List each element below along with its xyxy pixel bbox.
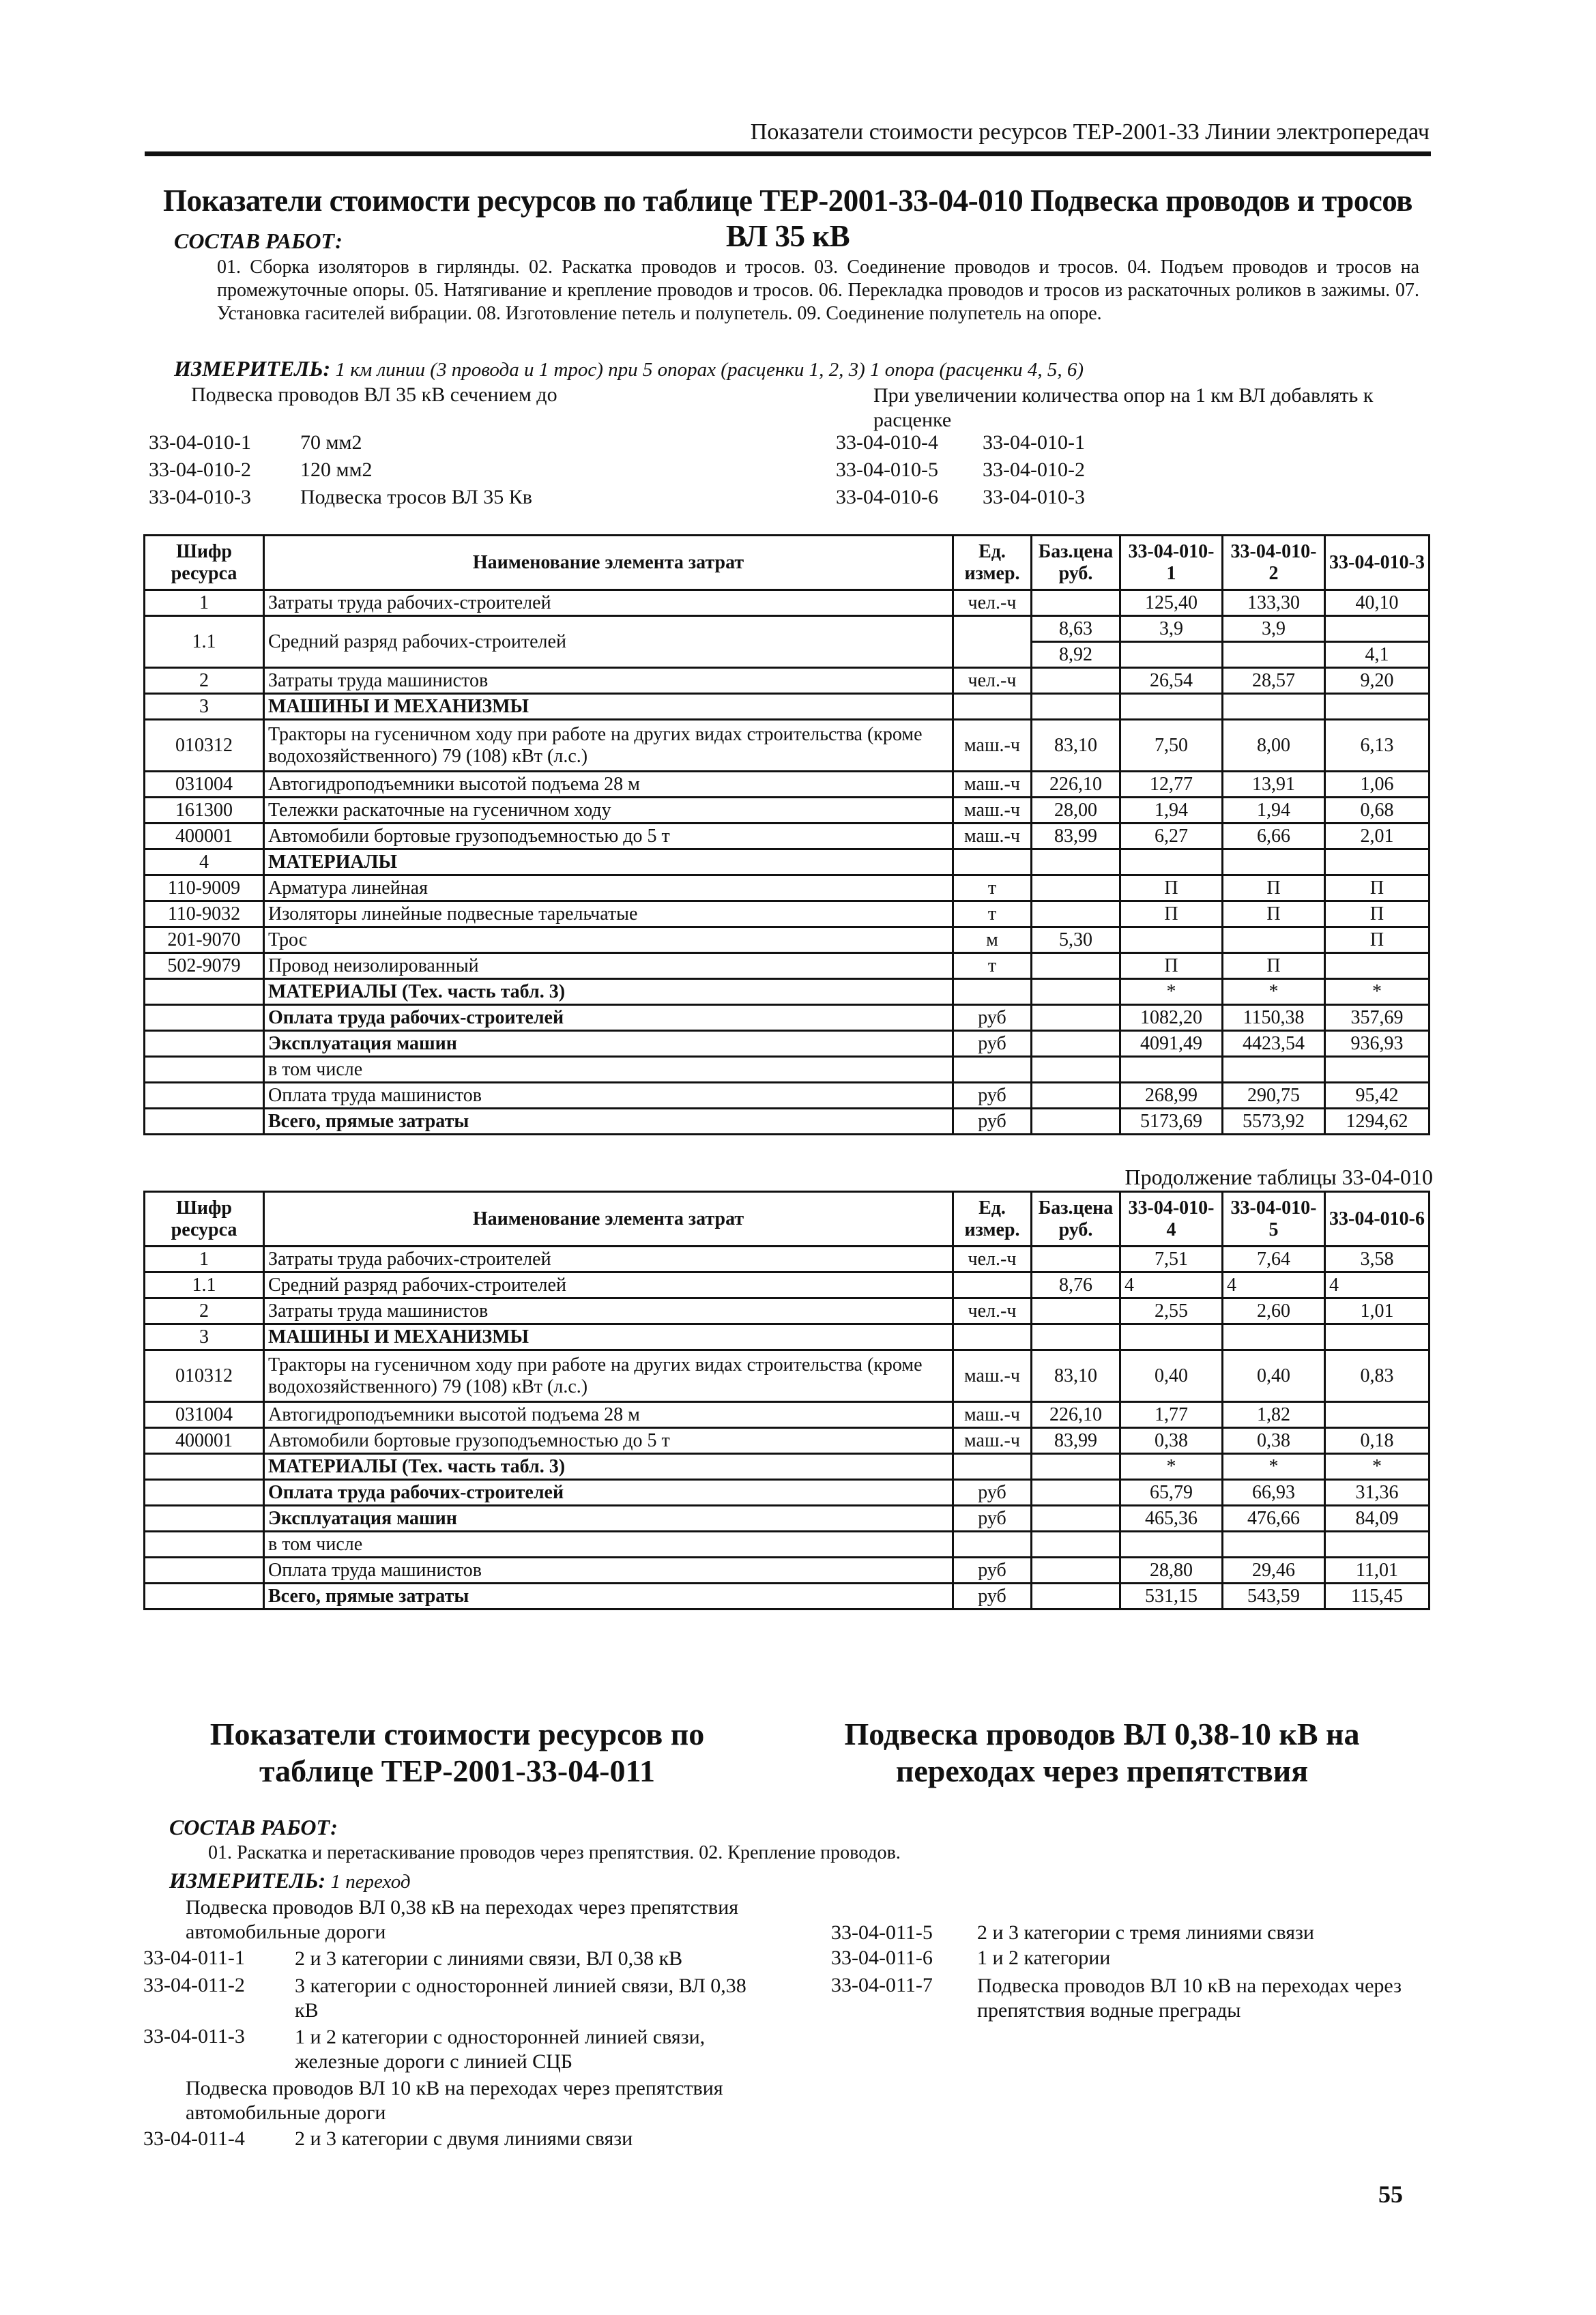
item-code: 33-04-010-5 xyxy=(836,458,938,481)
meter-label-2: ИЗМЕРИТЕЛЬ: xyxy=(169,1868,326,1893)
table-row: Оплата труда рабочих-строителей руб 1082,20 1150,38 357,69 xyxy=(145,1005,1430,1031)
works-text: 01. Сборка изоляторов в гирлянды. 02. Раскатка проводов и тросов. 03. Соединение проводов и тросов. 04. Подъем проводов и тросов на промежуточные опоры. 05. Натягивание и крепление проводов и тросов. 06. Перекладка проводов и тросов из раскаточных роликов в зажимы. 07. Установка гасителей вибрации. 08. Изготовление петель и полупетель. 09. Соединение полупетель на опоре. xyxy=(217,257,1419,324)
table-row: Оплата труда машинистов руб 28,80 29,46 11,01 xyxy=(145,1558,1430,1584)
table-row: 110-9009 Арматура линейная т П П П xyxy=(145,875,1430,901)
table-row: Оплата труда машинистов руб 268,99 290,75 95,42 xyxy=(145,1083,1430,1109)
table-total-row: Всего, прямые затраты руб 531,15 543,59 115,45 xyxy=(145,1584,1430,1610)
table-row: 1 Затраты труда рабочих-строителей чел.-ч 7,51 7,64 3,58 xyxy=(145,1247,1430,1272)
table-row: 400001 Автомобили бортовые грузоподъемностью до 5 т маш.-ч 83,99 6,27 6,66 2,01 xyxy=(145,824,1430,849)
meter-text-2: 1 переход xyxy=(330,1871,411,1893)
table-header xyxy=(145,536,1430,590)
table-row: МАТЕРИАЛЫ (Тех. часть табл. 3) * * * xyxy=(145,1454,1430,1480)
page-number: 55 xyxy=(1378,2181,1403,2208)
table-row: 2 Затраты труда машинистов чел.-ч 2,55 2,60 1,01 xyxy=(145,1298,1430,1324)
table-row: в том числе xyxy=(145,1532,1430,1558)
section2-title-left: Показатели стоимости ресурсов по таблице ТЕР-2001-33-04-011 xyxy=(209,1717,705,1788)
table-row: 400001 Автомобили бортовые грузоподъемностью до 5 т маш.-ч 83,99 0,38 0,38 0,18 xyxy=(145,1428,1430,1454)
item-code: 33-04-010-2 xyxy=(149,458,251,481)
item-text: 70 мм2 xyxy=(300,431,362,454)
item-ref: 33-04-010-3 xyxy=(983,486,1085,508)
table-row: Оплата труда рабочих-строителей руб 65,79 66,93 31,36 xyxy=(145,1480,1430,1506)
table-section-row: 4 МАТЕРИАЛЫ xyxy=(145,849,1430,875)
item-code: 33-04-011-2 xyxy=(143,1974,245,1996)
left-heading: Подвеска проводов ВЛ 35 кВ сечением до xyxy=(191,383,557,406)
item-code: 33-04-010-3 xyxy=(149,486,251,508)
table-header xyxy=(145,1192,1430,1247)
works-label: СОСТАВ РАБОТ: xyxy=(174,229,343,253)
item-code: 33-04-010-1 xyxy=(149,431,251,454)
item-text: Подвеска проводов ВЛ 10 кВ на переходах через препятствия водные преграды xyxy=(977,1975,1402,2022)
table-row: 010312 Тракторы на гусеничном ходу при работе на других видах строительства (кроме водохозяйственного) 79 (108) кВт (л.с.) маш.-ч 83,10 0,40 0,40 0,83 xyxy=(145,1350,1430,1402)
meter-text: 1 км линии (3 провода и 1 трос) при 5 опорах (расценки 1, 2, 3) 1 опора (расценки 4, 5, 6) xyxy=(335,359,1084,381)
item-code: 33-04-010-4 xyxy=(836,431,938,454)
col-header: 33-04-010-4 xyxy=(1120,1192,1223,1247)
col-header: Наименование элемента затрат xyxy=(264,1192,953,1247)
item-text: 2 и 3 категории с тремя линиями связи xyxy=(977,1921,1314,1944)
table-row: 010312 Тракторы на гусеничном ходу при работе на других видах строительства (кроме водохозяйственного) 79 (108) кВт (л.с.) маш.-ч 83,10 7,50 8,00 6,13 xyxy=(145,720,1430,772)
works-text-2: 01. Раскатка и перетаскивание проводов через препятствия. 02. Крепление проводов. xyxy=(208,1842,901,1863)
item-text: 1 и 2 категории xyxy=(977,1947,1111,1969)
item-code: 33-04-011-5 xyxy=(831,1921,933,1944)
header-rule xyxy=(145,151,1431,156)
continuation-label: Продолжение таблицы 33-04-010 xyxy=(1125,1165,1433,1189)
table-row: 161300 Тележки раскаточные на гусеничном ходу маш.-ч 28,00 1,94 1,94 0,68 xyxy=(145,798,1430,824)
section1-title: Показатели стоимости ресурсов по таблице ТЕР-2001-33-04-010 Подвеска проводов и тросов ВЛ 35 кВ xyxy=(162,184,1412,253)
item-code: 33-04-011-6 xyxy=(831,1947,933,1969)
col-header: 33-04-010-2 xyxy=(1223,536,1325,590)
col-header: Баз.цена руб. xyxy=(1032,1192,1120,1247)
running-header: Показатели стоимости ресурсов ТЕР-2001-33 Линии электропередач xyxy=(750,119,1430,145)
col-header: Ед. измер. xyxy=(953,1192,1032,1247)
table-section-row: 3 МАШИНЫ И МЕХАНИЗМЫ xyxy=(145,1324,1430,1350)
table-row: в том числе xyxy=(145,1057,1430,1083)
table-row: 2 Затраты труда машинистов чел.-ч 26,54 28,57 9,20 xyxy=(145,668,1430,694)
col-header: Шифр ресурса xyxy=(145,536,264,590)
item-text: 2 и 3 категории с двумя линиями связи xyxy=(295,2127,633,2150)
table-row: 8,92 4,1 xyxy=(145,642,1430,668)
col-header: 33-04-010-3 xyxy=(1325,536,1430,590)
item-text: Подвеска тросов ВЛ 35 Кв xyxy=(300,486,532,508)
item-ref: 33-04-010-2 xyxy=(983,458,1085,481)
col-header: 33-04-010-5 xyxy=(1223,1192,1325,1247)
item-code: 33-04-011-4 xyxy=(143,2127,245,2150)
table-row: 1 Затраты труда рабочих-строителей чел.-ч 125,40 133,30 40,10 xyxy=(145,590,1430,616)
table-row: 1.1 Средний разряд рабочих-строителей 8,76 4 4 4 xyxy=(145,1272,1430,1298)
meter-line-2 xyxy=(169,1868,411,1893)
table-row: 031004 Автогидроподъемники высотой подъема 28 м маш.-ч 226,10 1,77 1,82 xyxy=(145,1402,1430,1428)
item-text: 120 мм2 xyxy=(300,458,373,481)
col-header: Баз.цена руб. xyxy=(1032,536,1120,590)
works-label-2: СОСТАВ РАБОТ: xyxy=(169,1815,338,1839)
col-header: Ед. измер. xyxy=(953,536,1032,590)
item-text: 3 категории с односторонней линией связи, ВЛ 0,38 кВ xyxy=(295,1975,746,2022)
table-row: 201-9070 Трос м 5,30 П xyxy=(145,927,1430,953)
item-code: 33-04-011-3 xyxy=(143,2025,245,2048)
item-code: 33-04-011-1 xyxy=(143,1947,245,1969)
col-header: Наименование элемента затрат xyxy=(264,536,953,590)
resource-table-2 xyxy=(143,1191,1430,1610)
right-heading: При увеличении количества опор на 1 км ВЛ добавлять к расценке xyxy=(873,384,1374,431)
resource-table-1 xyxy=(143,534,1430,1135)
meter-line xyxy=(174,356,1436,381)
table-row: МАТЕРИАЛЫ (Тех. часть табл. 3) * * * xyxy=(145,979,1430,1005)
section2-title-right: Подвеска проводов ВЛ 0,38-10 кВ на переходах через препятствия xyxy=(844,1717,1360,1788)
group1-heading: Подвеска проводов ВЛ 0,38 кВ на переходах через препятствия автомобильные дороги xyxy=(186,1896,739,1943)
meter-label: ИЗМЕРИТЕЛЬ: xyxy=(174,356,331,381)
item-text: 2 и 3 категории с линиями связи, ВЛ 0,38 кВ xyxy=(295,1947,683,1970)
table-row: Эксплуатация машин руб 465,36 476,66 84,09 xyxy=(145,1506,1430,1532)
table-row: 1.1 Средний разряд рабочих-строителей 8,63 3,9 3,9 xyxy=(145,616,1430,642)
table-row: 110-9032 Изоляторы линейные подвесные тарельчатые т П П П xyxy=(145,901,1430,927)
table-row: Эксплуатация машин руб 4091,49 4423,54 936,93 xyxy=(145,1031,1430,1057)
table-row: 502-9079 Провод неизолированный т П П xyxy=(145,953,1430,979)
col-header: Шифр ресурса xyxy=(145,1192,264,1247)
table-row: 031004 Автогидроподъемники высотой подъема 28 м маш.-ч 226,10 12,77 13,91 1,06 xyxy=(145,772,1430,798)
table-total-row: Всего, прямые затраты руб 5173,69 5573,92 1294,62 xyxy=(145,1109,1430,1135)
item-ref: 33-04-010-1 xyxy=(983,431,1085,454)
col-header: 33-04-010-1 xyxy=(1120,536,1223,590)
group2-heading: Подвеска проводов ВЛ 10 кВ на переходах через препятствия автомобильные дороги xyxy=(186,2077,723,2124)
item-code: 33-04-011-7 xyxy=(831,1974,933,1996)
col-header: 33-04-010-6 xyxy=(1325,1192,1430,1247)
item-code: 33-04-010-6 xyxy=(836,486,938,508)
item-text: 1 и 2 категории с односторонней линией связи, железные дороги с линией СЦБ xyxy=(295,2026,706,2073)
table-section-row: 3 МАШИНЫ И МЕХАНИЗМЫ xyxy=(145,694,1430,720)
